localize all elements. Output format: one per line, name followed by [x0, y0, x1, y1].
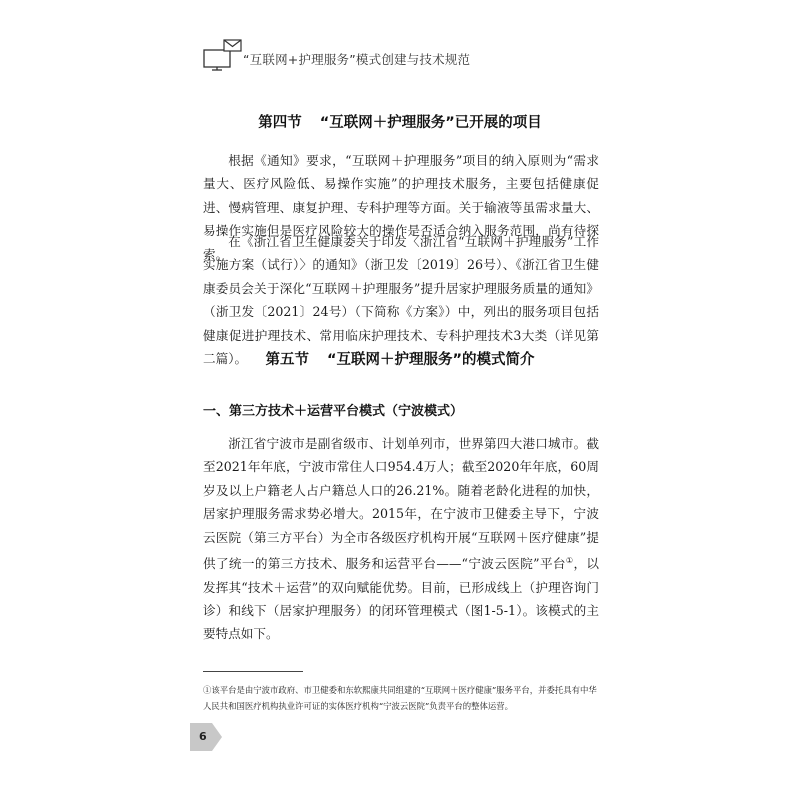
section-4-number: 第四节	[258, 115, 302, 131]
section-5-number: 第五节	[265, 352, 309, 368]
section-4-heading	[0, 111, 800, 132]
subsection-heading: 一、第三方技术＋运营平台模式（宁波模式）	[203, 404, 464, 419]
section-4-paragraph-1: 根据《通知》要求，“互联网＋护理服务”项目的纳入原则为“需求量大、医疗风险低、易操作实施”的护理技术服务，主要包括健康促进、慢病管理、康复护理、专科护理等方面。关于输液等虽需求量大、易操作实施但是医疗风险较大的操作是否适合纳入服务范围，尚有待探索。	[203, 153, 599, 262]
monitor-envelope-icon	[203, 38, 243, 78]
footnote-divider	[203, 671, 303, 672]
section-5-title: “互联网＋护理服务”的模式简介	[326, 352, 535, 368]
running-header-title: “互联网+护理服务”模式创建与技术规范	[243, 52, 471, 67]
section-4-paragraph-2: 在《浙江省卫生健康委关于印发〈浙江省“互联网＋护理服务”工作实施方案（试行）〉的通知》（浙卫发〔2019〕26号）、《浙江省卫生健康委员会关于深化“互联网＋护理服务”提升居家护理服务质量的通知》（浙卫发〔2021〕24号）（下简称《方案》）中，列出的服务项目包括健康促进护理技术、常用临床护理技术、专科护理技术3大类（详见第二篇）。	[203, 234, 599, 367]
footnote-reference[interactable]: ①	[565, 556, 574, 566]
page-number: 6	[199, 730, 207, 743]
section-5-paragraph	[203, 432, 599, 646]
footnote: ①该平台是由宁波市政府、市卫健委和东软熙康共同组建的“互联网＋医疗健康”服务平台，并委托具有中华人民共和国医疗机构执业许可证的实体医疗机构“宁波云医院”负责平台的整体运营。	[203, 685, 597, 711]
paragraph-text-after-ref: ，以发挥其“技术＋运营”的双向赋能优势。目前，已形成线上（护理咨询门诊）和线下（居家护理服务）的闭环管理模式（图1-5-1）。该模式的主要特点如下。	[203, 556, 599, 642]
paragraph-text-before-ref: 浙江省宁波市是副省级市、计划单列市，世界第四大港口城市。截至2021年年底，宁波市常住人口954.4万人；截至2020年年底，60周岁及以上户籍老人占户籍总人口的26.21%。随着老龄化进程的加快，居家护理服务需求势必增大。2015年，在宁波市卫健委主导下，宁波云医院（第三方平台）为全市各级医疗机构开展“互联网＋医疗健康”提供了统一的第三方技术、服务和运营平台——“宁波云医院”平台	[203, 436, 599, 572]
section-5-heading	[0, 348, 800, 369]
section-4-title: “互联网＋护理服务”已开展的项目	[319, 115, 542, 131]
